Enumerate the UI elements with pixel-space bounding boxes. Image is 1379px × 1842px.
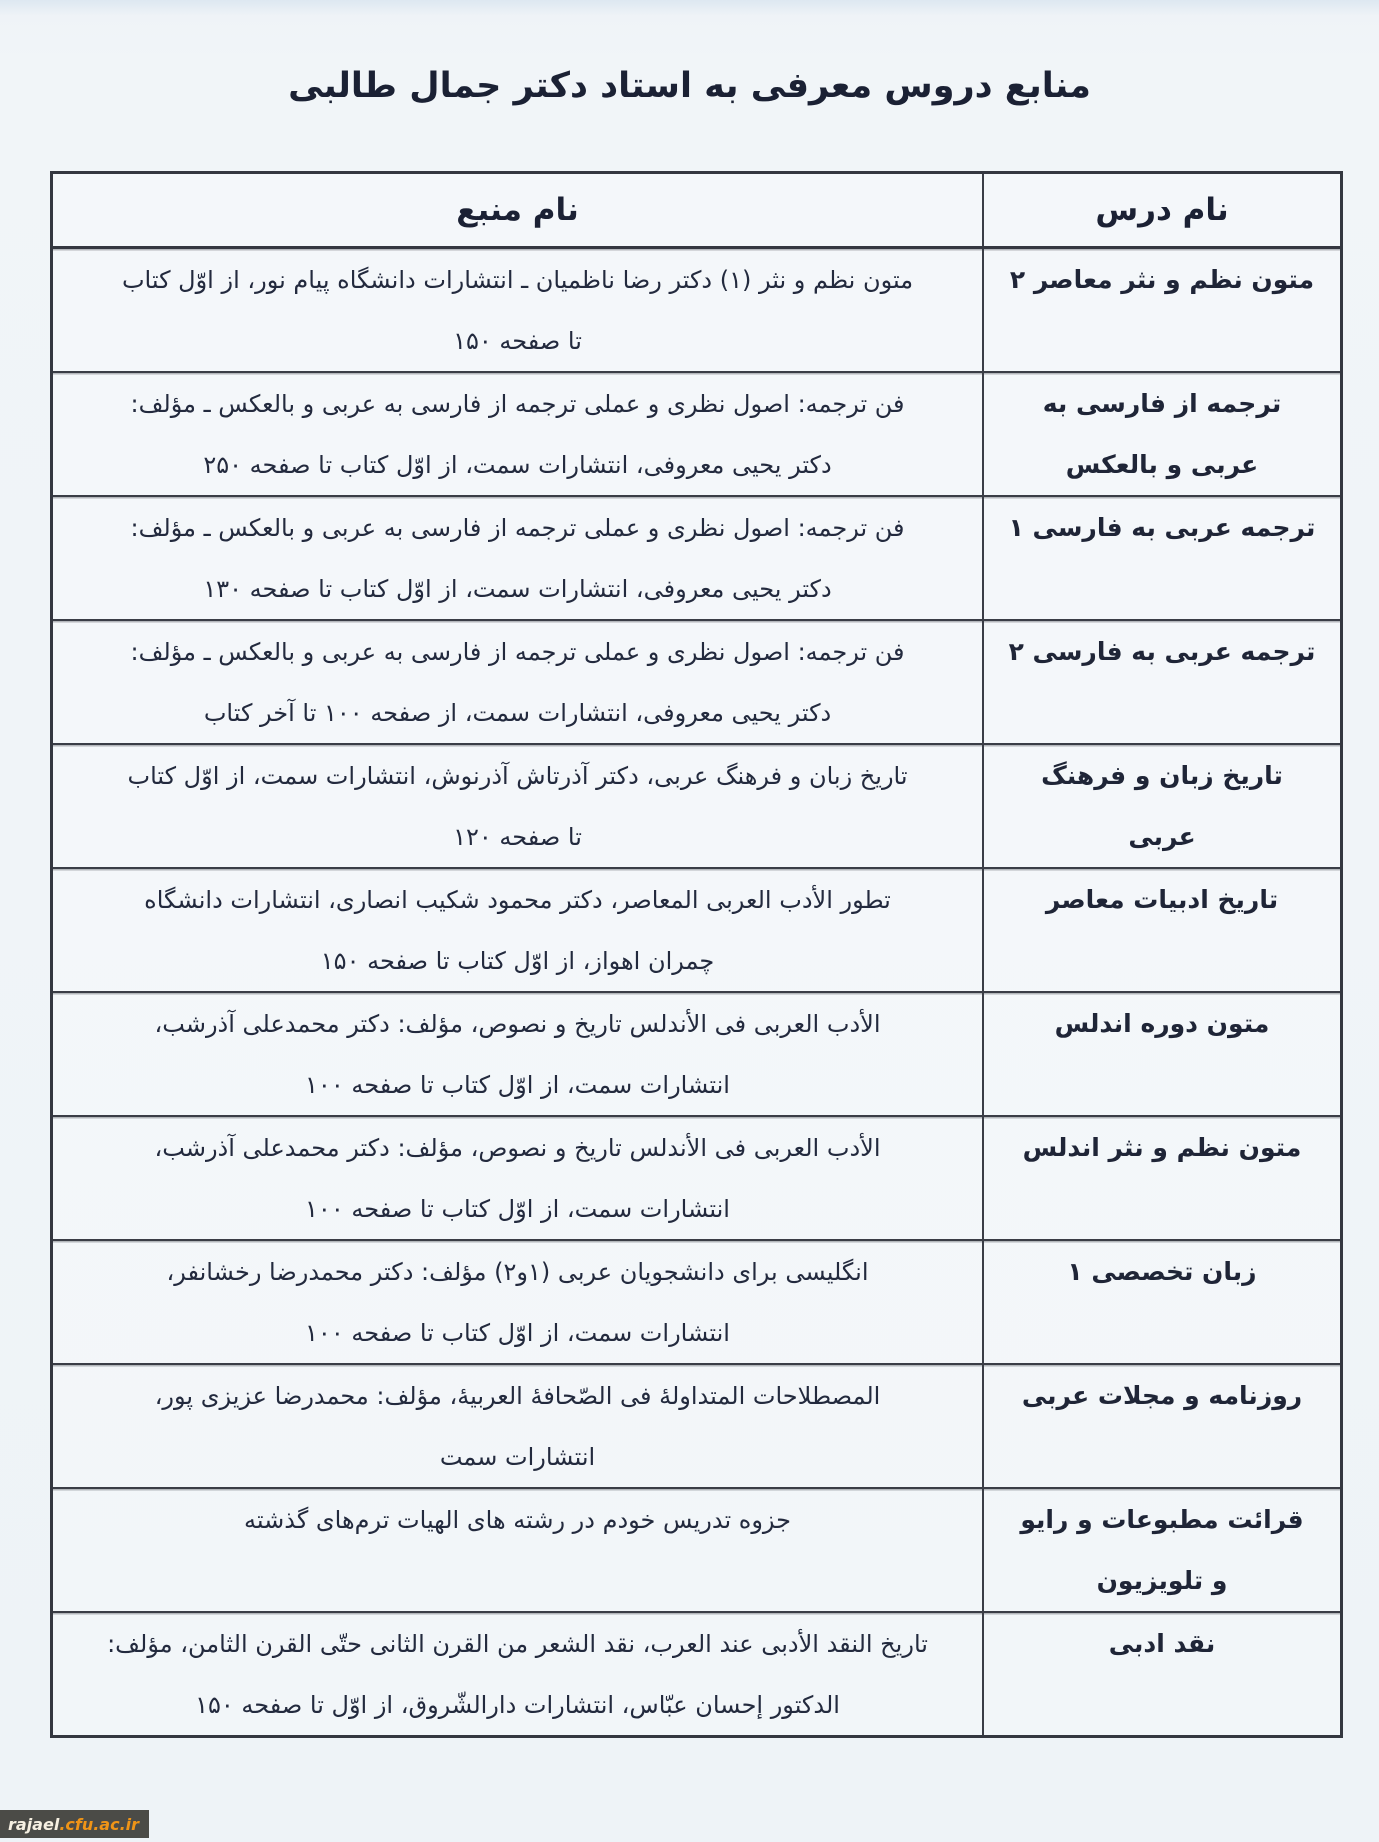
watermark-site-name: rajael [8,1814,60,1834]
course-line: تاریخ زبان و فرهنگ [1041,761,1283,790]
course-line: متون نظم و نثر معاصر ۲ [1009,265,1315,294]
table-row [53,373,1340,497]
source-line: فن ترجمه: اصول نظری و عملی ترجمه از فارسی به عربی و بالعکس ـ مؤلف: [130,513,905,542]
course-cell [982,1613,1340,1735]
table-row [53,621,1340,745]
source-line: فن ترجمه: اصول نظری و عملی ترجمه از فارسی به عربی و بالعکس ـ مؤلف: [130,389,905,418]
source-line: فن ترجمه: اصول نظری و عملی ترجمه از فارسی به عربی و بالعکس ـ مؤلف: [130,637,905,666]
course-cell [982,621,1340,743]
course-line: عربی و بالعکس [1065,450,1259,479]
source-line: چمران اهواز، از اوّل کتاب تا صفحه ۱۵۰ [320,946,715,975]
source-line: الدکتور إحسان عبّاس، انتشارات دارالشّروق، از اوّل تا صفحه ۱۵۰ [195,1690,840,1719]
source-line: انتشارات سمت، از اوّل کتاب تا صفحه ۱۰۰ [305,1070,730,1099]
source-line: دکتر یحیی معروفی، انتشارات سمت، از صفحه ۱۰۰ تا آخر کتاب [203,698,832,727]
course-line: نقد ادبی [1108,1629,1216,1658]
table-row [53,869,1340,993]
course-line: عربی [1128,822,1196,851]
course-line: متون دوره اندلس [1054,1009,1270,1038]
table-row [53,1117,1340,1241]
source-cell [53,373,982,495]
source-line: انتشارات سمت، از اوّل کتاب تا صفحه ۱۰۰ [305,1194,730,1223]
source-line: تا صفحه ۱۵۰ [453,326,582,355]
course-line: تاریخ ادبیات معاصر [1045,885,1279,914]
source-cell [53,1117,982,1239]
header-course-cell [982,174,1340,246]
source-line: انتشارات سمت [439,1442,596,1471]
header-source-cell [53,174,982,246]
table-header-row [53,174,1340,249]
source-line: المصطلاحات المتداولهٔ فی الصّحافهٔ العربیهٔ، مؤلف: محمدرضا عزیزی پور، [154,1381,881,1410]
course-cell [982,249,1340,371]
source-cell [53,1489,982,1611]
source-line: تاریخ زبان و فرهنگ عربی، دکتر آذرتاش آذرنوش، انتشارات سمت، از اوّل کتاب [127,761,908,790]
course-line: ترجمه از فارسی به [1042,389,1282,418]
source-cell [53,497,982,619]
table-row [53,1241,1340,1365]
source-cell [53,621,982,743]
course-line: و تلویزیون [1096,1566,1228,1595]
table-row [53,249,1340,373]
course-cell [982,1365,1340,1487]
source-line: تطور الأدب العربی المعاصر، دکتر محمود شکیب انصاری، انتشارات دانشگاه [144,885,891,914]
header-course-label: نام درس [1095,192,1229,228]
source-cell [53,745,982,867]
table-row [53,497,1340,621]
course-cell [982,1489,1340,1611]
source-cell [53,1613,982,1735]
source-line: دکتر یحیی معروفی، انتشارات سمت، از اوّل کتاب تا صفحه ۲۵۰ [203,450,832,479]
source-line: الأدب العربی فی الأندلس تاریخ و نصوص، مؤلف: دکتر محمدعلی آذرشب، [154,1009,881,1038]
source-line: انگلیسی برای دانشجویان عربی (۱و۲) مؤلف: دکتر محمدرضا رخشانفر، [166,1257,869,1286]
source-line: دکتر یحیی معروفی، انتشارات سمت، از اوّل کتاب تا صفحه ۱۳۰ [203,574,832,603]
source-line: الأدب العربی فی الأندلس تاریخ و نصوص، مؤلف: دکتر محمدعلی آذرشب، [154,1133,881,1162]
source-line: تا صفحه ۱۲۰ [453,822,582,851]
course-cell [982,373,1340,495]
header-source-label: نام منبع [456,192,579,228]
source-cell [53,869,982,991]
course-cell [982,745,1340,867]
course-cell [982,869,1340,991]
course-cell [982,993,1340,1115]
source-line: انتشارات سمت، از اوّل کتاب تا صفحه ۱۰۰ [305,1318,730,1347]
table-row [53,1613,1340,1735]
course-line: قرائت مطبوعات و رایو [1020,1505,1304,1534]
table-row [53,1489,1340,1613]
source-line: جزوه تدریس خودم در رشته های الهیات ترم‌های گذشته [244,1505,792,1534]
page-title: منابع دروس معرفی به استاد دکتر جمال طالبی [288,66,1091,106]
source-line: متون نظم و نثر (۱) دکتر رضا ناظمیان ـ انتشارات دانشگاه پیام نور، از اوّل کتاب [121,265,914,294]
course-cell [982,1117,1340,1239]
course-cell [982,1241,1340,1363]
source-line: تاریخ النقد الأدبی عند العرب، نقد الشعر من القرن الثانی حتّی القرن الثامن، مؤلف: [107,1629,928,1658]
course-line: ترجمه عربی به فارسی ۱ [1008,513,1316,542]
course-sources-table [50,171,1343,1738]
source-cell [53,249,982,371]
course-line: روزنامه و مجلات عربی [1021,1381,1303,1410]
course-line: ترجمه عربی به فارسی ۲ [1008,637,1316,666]
source-cell [53,1241,982,1363]
source-cell [53,1365,982,1487]
source-cell [53,993,982,1115]
watermark-domain: .cfu.ac.ir [59,1814,140,1834]
course-line: متون نظم و نثر اندلس [1022,1133,1302,1162]
table-row [53,1365,1340,1489]
course-cell [982,497,1340,619]
watermark-badge [0,1810,149,1838]
table-row [53,993,1340,1117]
course-line: زبان تخصصی ۱ [1067,1257,1257,1286]
table-row [53,745,1340,869]
